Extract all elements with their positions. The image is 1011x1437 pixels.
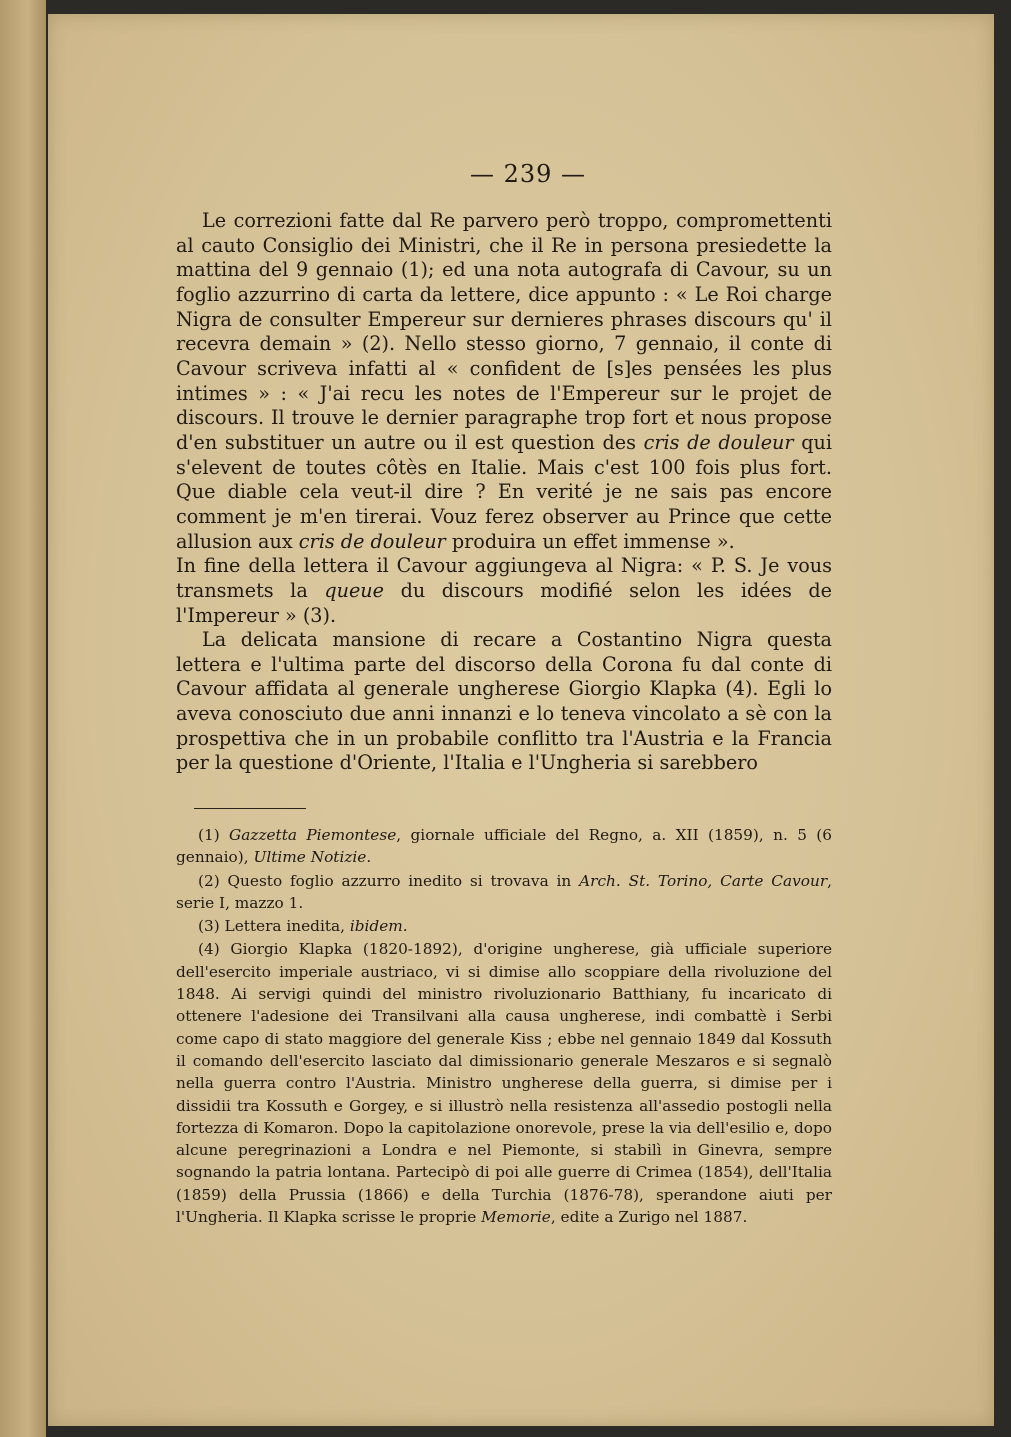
- text-run: Le correzioni fatte dal Re parvero però troppo, compromettenti al cauto Consiglio dei Ministri, che il Re in persona presiedette la mattina del 9 gennaio (1); ed una nota autografa di Cavour, su un foglio azzurrino di carta da lettere, dice appunto : « Le Roi charge Nigra de consulter Empereur sur dernieres phrases discours qu' il recevra demain » (2). Nello stesso giorno, 7 gennaio, il conte di Cavour scriveva infatti al « confident de [s]es pensées les plus intimes » : « J'ai recu les notes de l'Empereur sur le projet de discours. Il trouve le dernier paragraphe trop fort et nous propose d'en substituer un autre ou il est question des: [176, 209, 832, 454]
- footnote-1: [176, 824, 832, 869]
- text-run: qui s'elevent de toutes côtès en Italie. Mais c'est 100 fois plus fort. Que diable cela veut-il dire ? En verité je ne sais pas encore comment je m'en tirerai. Vouz ferez observer au Prince que cette allusion aux: [176, 430, 832, 553]
- text-run: , giornale ufficiale del Regno, a. XII (1859), n. 5 (6 gennaio),: [176, 826, 832, 867]
- text-run: (3) Lettera inedita,: [198, 917, 350, 936]
- italic-phrase: cris de douleur: [298, 529, 446, 553]
- italic-phrase: Gazzetta Piemontese: [229, 826, 397, 844]
- text-run: (4) Giorgio Klapka (1820-1892), d'origine ungherese, già ufficiale superiore dell'esercito imperiale austriaco, vi si dimise allo scoppiare della rivoluzione del 1848. Ai servigi quindi del ministro rivoluzionario Batthiany, fu incaricato di ottenere l'adesione dei Transilvani alla causa ungherese, indi combattè i Serbi come capo di stato maggiore del generale Kiss ; ebbe nel gennaio 1849 dal Kossuth il comando dell'esercito lasciato dal dimissionario generale Meszaros e si segnalò nella guerra contro l'Austria. Ministro ungherese della guerra, si dimise per i dissidii tra Kossuth e Gorgey, e si illustrò nella resistenza all'assedio postogli nella fortezza di Komaron. Dopo la capitolazione onorevole, prese la via dell'esilio e, dopo alcune peregrinazioni a Londra e nel Piemonte, si stabilì in Ginevra, sempre sognando la patria lontana. Partecipò di poi alle guerre di Crimea (1854), dell'Italia (1859) della Prussia (1866) e della Turchia (1876-78), sperandone aiuti per l'Ungheria. Il Klapka scrisse le proprie: [176, 940, 832, 1227]
- book-page: [48, 14, 994, 1426]
- footnotes: [176, 824, 832, 1229]
- italic-phrase: ibidem.: [349, 917, 408, 936]
- text-run: , serie I, mazzo 1.: [176, 871, 833, 912]
- text-run: du discours modifié selon les idées de l'Impereur » (3).: [176, 578, 832, 627]
- footnote-rule: [194, 808, 306, 809]
- italic-phrase: cris de douleur: [643, 430, 794, 454]
- italic-phrase: Ultime Notizie.: [253, 848, 372, 867]
- adjacent-page-edge: [0, 0, 46, 1437]
- footnote-3: [176, 915, 832, 937]
- footnote-4: [176, 938, 832, 1228]
- italic-phrase: Memorie: [481, 1208, 551, 1227]
- paragraph-1: [176, 209, 832, 554]
- text-run: In fine della lettera il Cavour aggiungeva al Nigra: « P. S. Je vous transmets la: [176, 554, 832, 602]
- paragraph-2: [176, 554, 832, 628]
- footnote-2: [176, 870, 832, 915]
- paragraph-3: La delicata mansione di recare a Costantino Nigra questa lettera e l'ultima parte del discorso della Corona fu dal conte di Cavour affidata al generale ungherese Giorgio Klapka (4). Egli lo aveva conosciuto due anni innanzi e lo teneva vincolato a sè con la prospettiva che in un probabile conflitto tra l'Austria e la Francia per la questione d'Oriente, l'Italia e l'Ungheria si sarebbero: [176, 628, 832, 775]
- text-run: (1): [198, 826, 230, 844]
- text-run: produira un effet immense ».: [445, 529, 735, 553]
- text-run: , edite a Zurigo nel 1887.: [550, 1208, 748, 1227]
- page-number: — 239 —: [469, 160, 587, 188]
- text-run: (2) Questo foglio azzurro inedito si trovava in: [198, 871, 580, 890]
- main-text: [176, 209, 832, 776]
- italic-phrase: queue: [324, 578, 385, 602]
- italic-phrase: Arch. St. Torino, Carte Cavour: [579, 871, 828, 890]
